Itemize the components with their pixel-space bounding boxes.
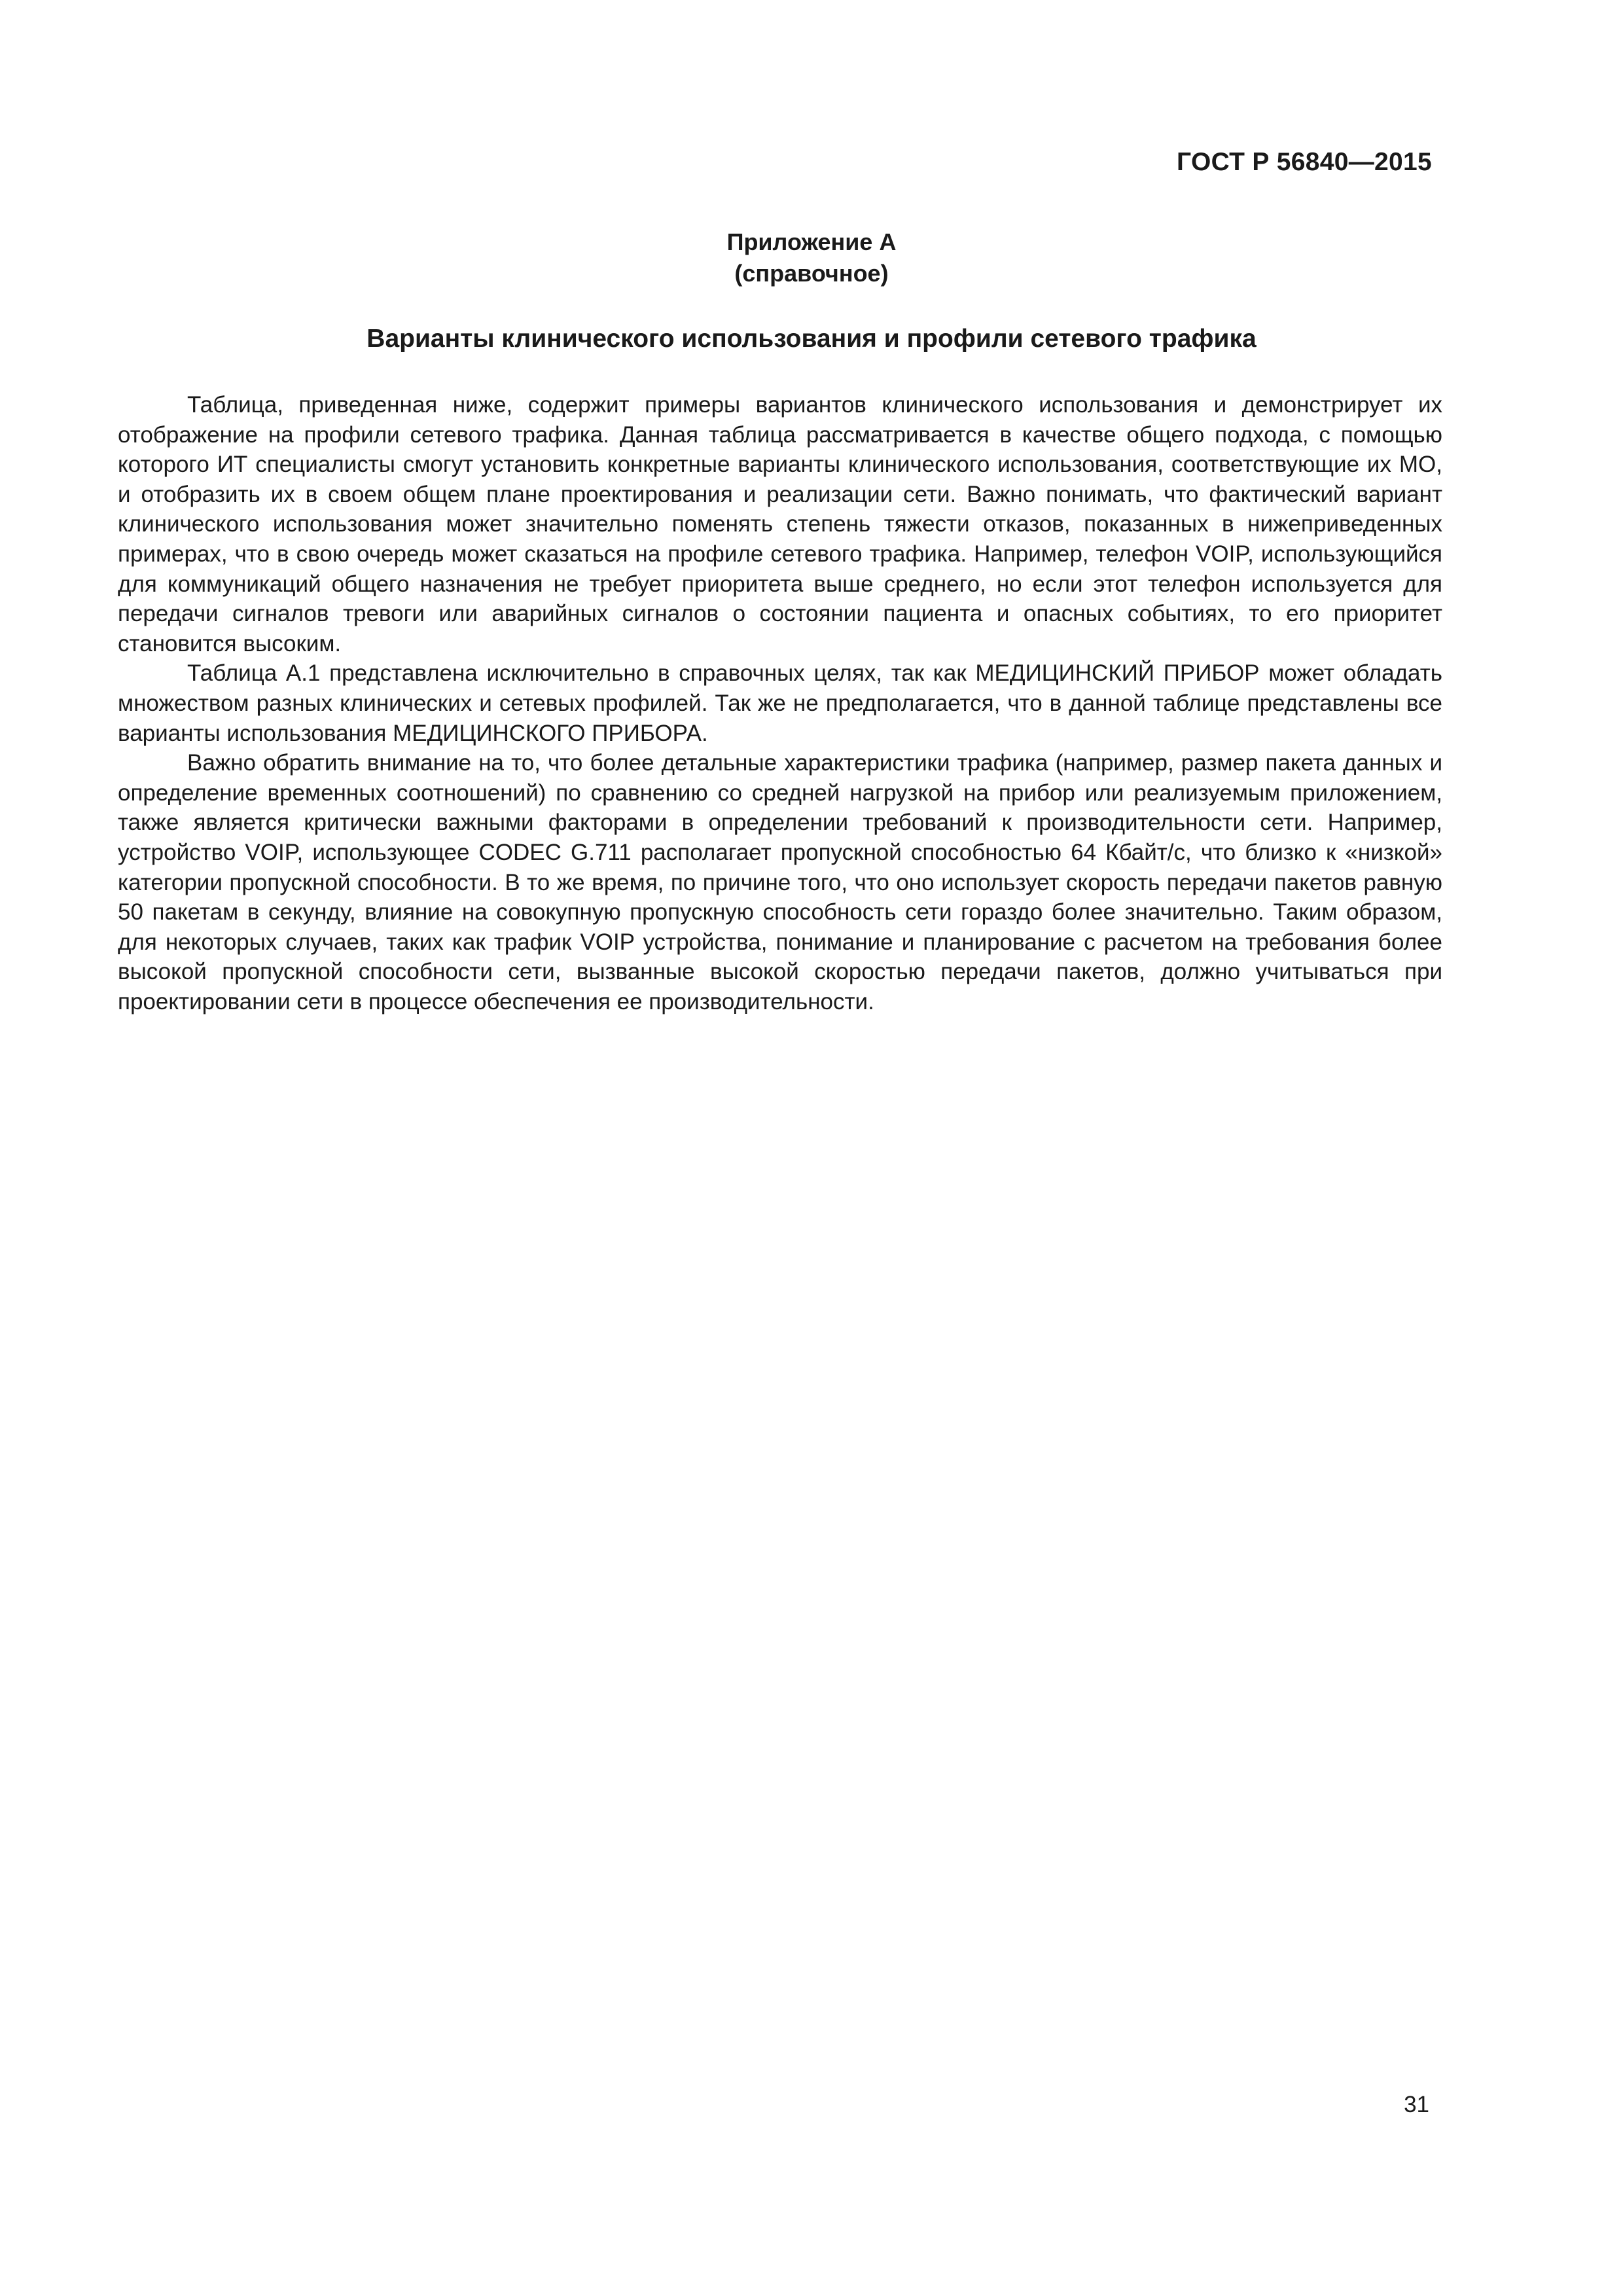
paragraph: Таблица А.1 представлена исключительно в справочных целях, так как МЕДИЦИНСКИЙ ПРИБОР может обладать множеством разных клинических и сетевых профилей. Так же не предполагается, что в данной таблице представлены все варианты использования МЕДИЦИНСКОГО ПРИБОРА. bbox=[118, 660, 1442, 746]
appendix-heading bbox=[0, 226, 1623, 289]
section-title: Варианты клинического использования и профили сетевого трафика bbox=[366, 325, 1257, 353]
page-number: 31 bbox=[1404, 2092, 1429, 2117]
paragraph: Таблица, приведенная ниже, содержит примеры вариантов клинического использования и демонстрирует их отображение на профили сетевого трафика. Данная таблица рассматривается в качестве общего подхода, с помощью которого ИТ специалисты смогут установить конкретные варианты клинического использования, соответствующие их МО, и отобразить их в своем общем плане проектирования и реализации сети. Важно понимать, что фактический вариант клинического использования может значительно поменять степень тяжести отказов, показанных в нижеприведенных примерах, что в свою очередь может сказаться на профиле сетевого трафика. Например, телефон VOIP, использующийся для коммуникаций общего назначения не требует приоритета выше среднего, но если этот телефон используется для передачи сигналов тревоги или аварийных сигналов о состоянии пациента и опасных событиях, то его приоритет становится высоким. bbox=[118, 392, 1442, 656]
appendix-label: Приложение А bbox=[726, 228, 897, 255]
body-text bbox=[118, 390, 1442, 1016]
paragraph: Важно обратить внимание на то, что более детальные характеристики трафика (например, размер пакета данных и определение временных соотношений) по сравнению со средней нагрузкой на прибор или реализуемым приложением, также является критически важными факторами в определении требований к производительности сети. Например, устройство VOIP, использующее CODEC G.711 располагает пропускной способностью 64 Кбайт/с, что близко к «низкой» категории пропускной способности. В то же время, по причине того, что оно использует скорость передачи пакетов равную 50 пакетам в секунду, влияние на совокупную пропускную способность сети гораздо более значительно. Таким образом, для некоторых случаев, таких как трафик VOIP устройства, понимание и планирование с расчетом на требования более высокой пропускной способности сети, вызванные высокой скоростью передачи пакетов, должно учитываться при проектировании сети в процессе обеспечения ее производительности. bbox=[118, 750, 1442, 1014]
appendix-status: (справочное) bbox=[734, 260, 889, 287]
standard-code: ГОСТ Р 56840—2015 bbox=[1177, 148, 1432, 176]
